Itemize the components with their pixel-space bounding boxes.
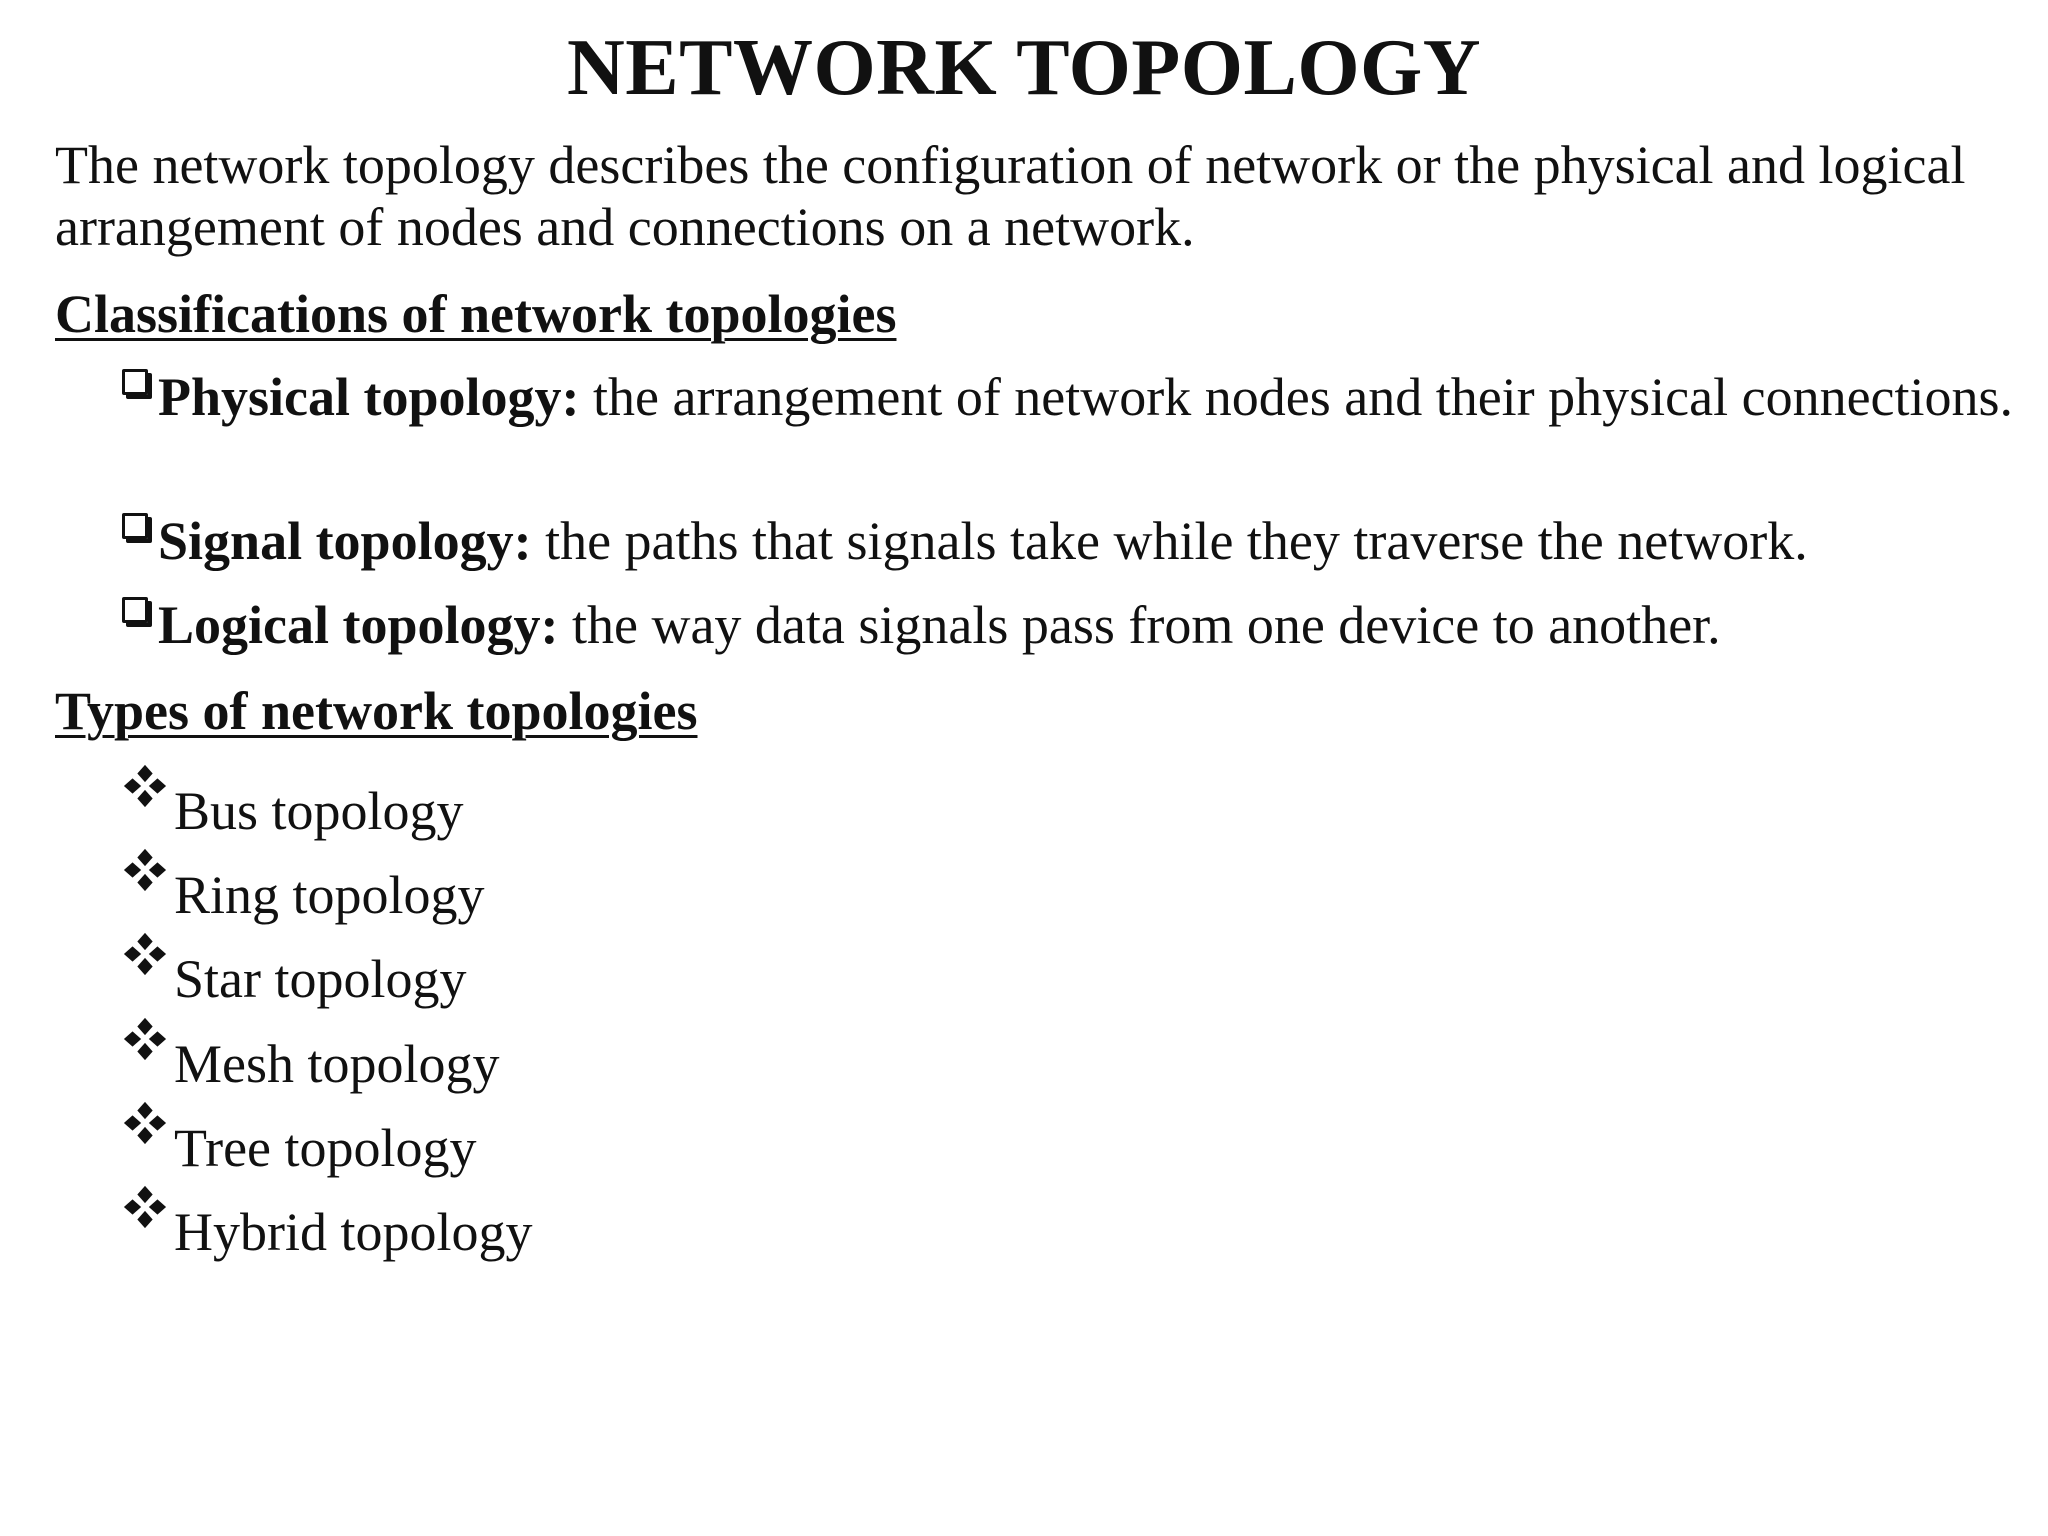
classification-item-logical [122,594,2022,656]
type-label: Tree topology [174,1118,477,1178]
type-item-hybrid [122,1184,533,1263]
square-bullet-icon [122,369,148,395]
four-diamond-bullet-icon [122,931,168,977]
four-diamond-bullet-icon [122,1100,168,1146]
classifications-heading: Classifications of network topologies [55,284,897,344]
type-item-ring [122,847,485,926]
types-heading: Types of network topologies [55,681,698,741]
type-item-mesh [122,1016,500,1095]
type-item-star [122,931,467,1010]
classification-description: the paths that signals take while they traverse the network. [531,511,1808,571]
slide-title: NETWORK TOPOLOGY [566,24,1482,112]
classification-term: Physical topology: [158,367,580,427]
type-item-tree [122,1100,477,1179]
four-diamond-bullet-icon [122,763,168,809]
intro-paragraph: The network topology describes the configuration of network or the physical and logical arrangement of nodes and connections on a network. [55,135,1966,257]
classification-description: the arrangement of network nodes and their physical connections. [579,367,2014,427]
classification-term: Signal topology: [158,511,532,571]
four-diamond-bullet-icon [122,1184,168,1230]
classification-term: Logical topology: [158,595,559,655]
classification-item-signal [122,510,2022,572]
classification-item-physical [122,366,2022,428]
type-label: Hybrid topology [174,1202,533,1262]
four-diamond-bullet-icon [122,1016,168,1062]
type-label: Star topology [174,949,467,1009]
square-bullet-icon [122,513,148,539]
classification-description: the way data signals pass from one device to another. [558,595,1721,655]
type-label: Bus topology [174,781,464,841]
type-label: Mesh topology [174,1034,500,1094]
square-bullet-icon [122,597,148,623]
type-item-bus [122,763,464,842]
type-label: Ring topology [174,865,485,925]
four-diamond-bullet-icon [122,847,168,893]
